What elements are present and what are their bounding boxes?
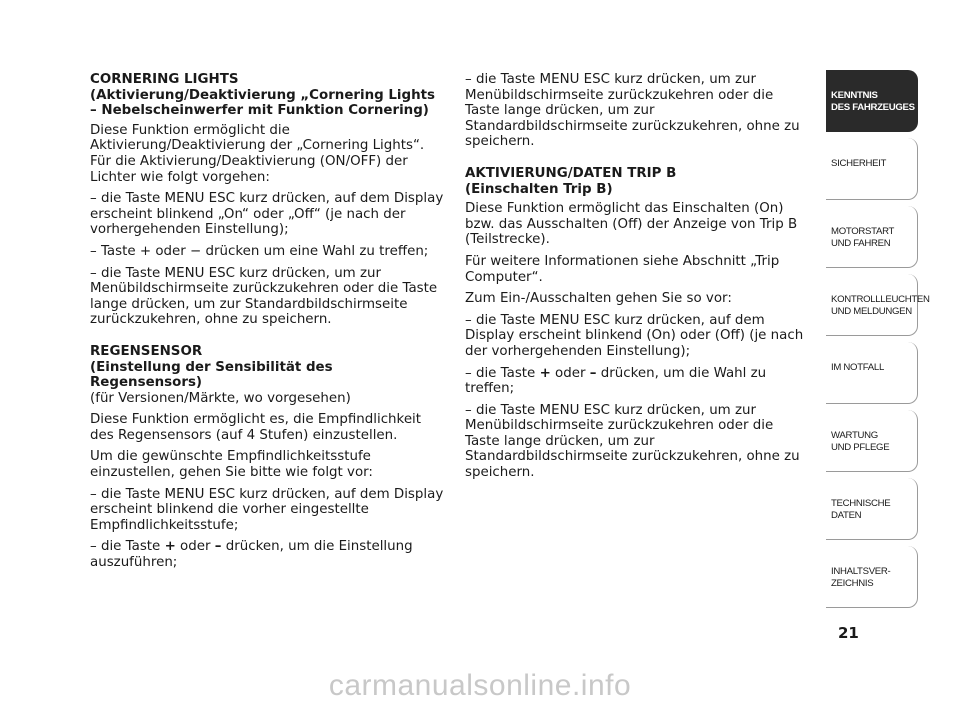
tab-sicherheit[interactable]: SICHERHEIT	[826, 138, 918, 200]
right-column	[465, 72, 810, 487]
regensensor-heading: REGENSENSOR (Einstellung der Sensibilität des Regensensors)	[90, 343, 333, 391]
paragraph: – Taste + oder − drücken um eine Wahl zu treffen;	[90, 243, 429, 259]
paragraph: (für Versionen/Märkte, wo vorgesehen)	[90, 390, 351, 406]
paragraph: Um die gewünschte Empfindlichkeitsstufe einzustellen, gehen Sie bitte wie folgt vor:	[90, 449, 373, 481]
paragraph: – die Taste MENU ESC kurz drücken, um zur Menübildschirmseite zurückzukehren oder die Taste lange drücken, um zur Standardbildschirmseite zurückzukehren, ohne zu speichern.	[90, 265, 438, 328]
tab-inhaltsverzeichnis[interactable]: INHALTSVER- ZEICHNIS	[826, 546, 918, 608]
trip-b-heading: AKTIVIERUNG/DATEN TRIP B (Einschalten Trip B)	[465, 165, 677, 197]
paragraph: – die Taste MENU ESC kurz drücken, auf dem Display erscheint blinkend „On“ oder „Off“ (je nach der vorhergehenden Einstellung);	[90, 191, 444, 238]
watermark: carmanualsonline.info	[328, 669, 632, 702]
tab-motorstart-und-fahren[interactable]: MOTORSTART UND FAHREN	[826, 206, 918, 268]
chapter-tabs	[826, 70, 930, 614]
page-number: 21	[838, 624, 859, 642]
tab-kenntnis-des-fahrzeuges[interactable]: KENNTNIS DES FAHRZEUGES	[826, 70, 918, 132]
left-column	[90, 72, 448, 577]
paragraph: Diese Funktion ermöglicht das Einschalten (On) bzw. das Ausschalten (Off) der Anzeige von Trip B (Teilstrecke).	[465, 201, 798, 248]
cornering-lights-heading: CORNERING LIGHTS (Aktivierung/Deaktivierung „Cornering Lights – Nebelscheinwerfer mit Funktion Cornering)	[90, 72, 436, 119]
paragraph: Für weitere Informationen siehe Abschnitt „Trip Computer“.	[465, 253, 780, 285]
paragraph: Diese Funktion ermöglicht es, die Empfindlichkeit des Regensensors (auf 4 Stufen) einzustellen.	[90, 412, 422, 443]
tab-technische-daten[interactable]: TECHNISCHE DATEN	[826, 478, 918, 540]
paragraph: Diese Funktion ermöglicht die Aktivierung/Deaktivierung der „Cornering Lights“. Für die Aktivierung/Deaktivierung (ON/OFF) der Lichter wie folgt vorgehen:	[90, 122, 425, 185]
paragraph: – die Taste MENU ESC kurz drücken, um zur Menübildschirmseite zurückzukehren oder die Taste lange drücken, um zur Standardbildschirmseite zurückzukehren, ohne zu speichern.	[465, 402, 800, 481]
paragraph: – die Taste MENU ESC kurz drücken, auf dem Display erscheint blinkend die vorher eingestellte Empfindlichkeitsstufe;	[90, 486, 444, 533]
tab-wartung-und-pflege[interactable]: WARTUNG UND PFLEGE	[826, 410, 918, 472]
paragraph: Zum Ein-/Ausschalten gehen Sie so vor:	[465, 291, 732, 307]
tab-kontrollleuchten-und-meldungen[interactable]: KONTROLLLEUCHTEN UND MELDUNGEN	[826, 274, 918, 336]
paragraph: – die Taste + oder – drücken, um die Wahl zu treffen;	[465, 365, 767, 397]
paragraph: – die Taste + oder – drücken, um die Einstellung auszuführen;	[90, 539, 413, 571]
paragraph: – die Taste MENU ESC kurz drücken, auf dem Display erscheint blinkend (On) oder (Off) (je nach der vorhergehenden Einstellung);	[465, 312, 804, 359]
tab-im-notfall[interactable]: IM NOTFALL	[826, 342, 918, 404]
paragraph: – die Taste MENU ESC kurz drücken, um zur Menübildschirmseite zurückzukehren oder die Taste lange drücken, um zur Standardbildschirmseite zurückzukehren, ohne zu speichern.	[465, 72, 800, 150]
